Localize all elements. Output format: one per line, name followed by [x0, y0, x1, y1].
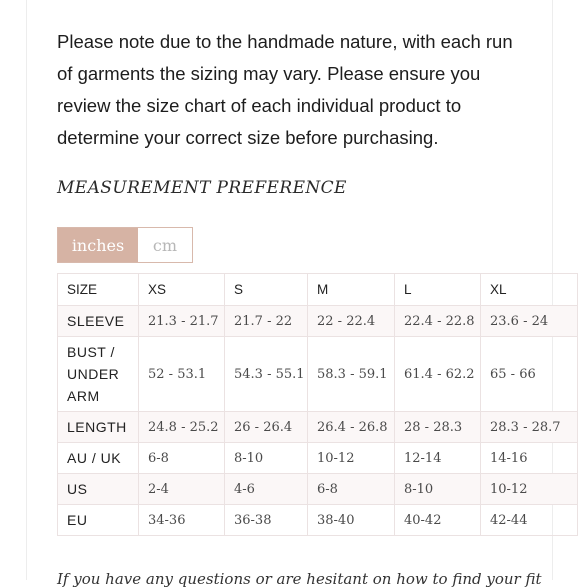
- table-cell: 6-8: [139, 443, 225, 474]
- unit-inches-button[interactable]: inches: [58, 228, 138, 262]
- table-cell: 28 - 28.3: [395, 412, 481, 443]
- table-cell: 26.4 - 26.8: [308, 412, 395, 443]
- table-cell: 42-44: [481, 505, 578, 536]
- size-guide-panel: [26, 0, 561, 588]
- row-label: SLEEVE: [58, 306, 139, 337]
- header-size: SIZE: [58, 274, 139, 306]
- header-xs: XS: [139, 274, 225, 306]
- table-cell: 12-14: [395, 443, 481, 474]
- unit-cm-button[interactable]: cm: [138, 228, 192, 262]
- table-cell: 4-6: [225, 474, 308, 505]
- row-label: AU / UK: [58, 443, 139, 474]
- table-cell: 61.4 - 62.2: [395, 337, 481, 412]
- size-chart-scroll[interactable]: [57, 273, 561, 535]
- table-row: [58, 474, 578, 505]
- table-cell: 52 - 53.1: [139, 337, 225, 412]
- table-cell: 2-4: [139, 474, 225, 505]
- unit-toggle: [57, 227, 193, 263]
- row-label: EU: [58, 505, 139, 536]
- row-label: LENGTH: [58, 412, 139, 443]
- table-cell: 22.4 - 22.8: [395, 306, 481, 337]
- help-text: If you have any questions or are hesitant on how to find your fit: [57, 570, 542, 588]
- table-header-row: [58, 274, 578, 306]
- header-l: L: [395, 274, 481, 306]
- table-cell: 54.3 - 55.1: [225, 337, 308, 412]
- row-label: US: [58, 474, 139, 505]
- row-label: BUST / UNDER ARM: [58, 337, 139, 412]
- table-cell: 58.3 - 59.1: [308, 337, 395, 412]
- table-cell: 22 - 22.4: [308, 306, 395, 337]
- table-cell: 65 - 66: [481, 337, 578, 412]
- table-cell: 26 - 26.4: [225, 412, 308, 443]
- table-cell: 14-16: [481, 443, 578, 474]
- measurement-preference-heading: MEASUREMENT PREFERENCE: [57, 178, 347, 198]
- table-cell: 36-38: [225, 505, 308, 536]
- table-cell: 24.8 - 25.2: [139, 412, 225, 443]
- table-cell: 21.3 - 21.7: [139, 306, 225, 337]
- table-cell: 38-40: [308, 505, 395, 536]
- table-cell: 10-12: [308, 443, 395, 474]
- table-row: [58, 443, 578, 474]
- table-cell: 34-36: [139, 505, 225, 536]
- table-row: [58, 505, 578, 536]
- table-cell: 21.7 - 22: [225, 306, 308, 337]
- table-row: [58, 412, 578, 443]
- sizing-note: Please note due to the handmade nature, with each run of garments the sizing may vary. Please ensure you review the size chart of each individual product to determine your correct size before purchasing.: [57, 31, 513, 148]
- table-row: [58, 337, 578, 412]
- table-cell: 6-8: [308, 474, 395, 505]
- header-m: M: [308, 274, 395, 306]
- size-chart-table: [57, 273, 578, 536]
- table-cell: 10-12: [481, 474, 578, 505]
- table-cell: 40-42: [395, 505, 481, 536]
- header-xl: XL: [481, 274, 578, 306]
- table-row: [58, 306, 578, 337]
- table-cell: 8-10: [395, 474, 481, 505]
- table-cell: 23.6 - 24: [481, 306, 578, 337]
- table-cell: 28.3 - 28.7: [481, 412, 578, 443]
- table-cell: 8-10: [225, 443, 308, 474]
- header-s: S: [225, 274, 308, 306]
